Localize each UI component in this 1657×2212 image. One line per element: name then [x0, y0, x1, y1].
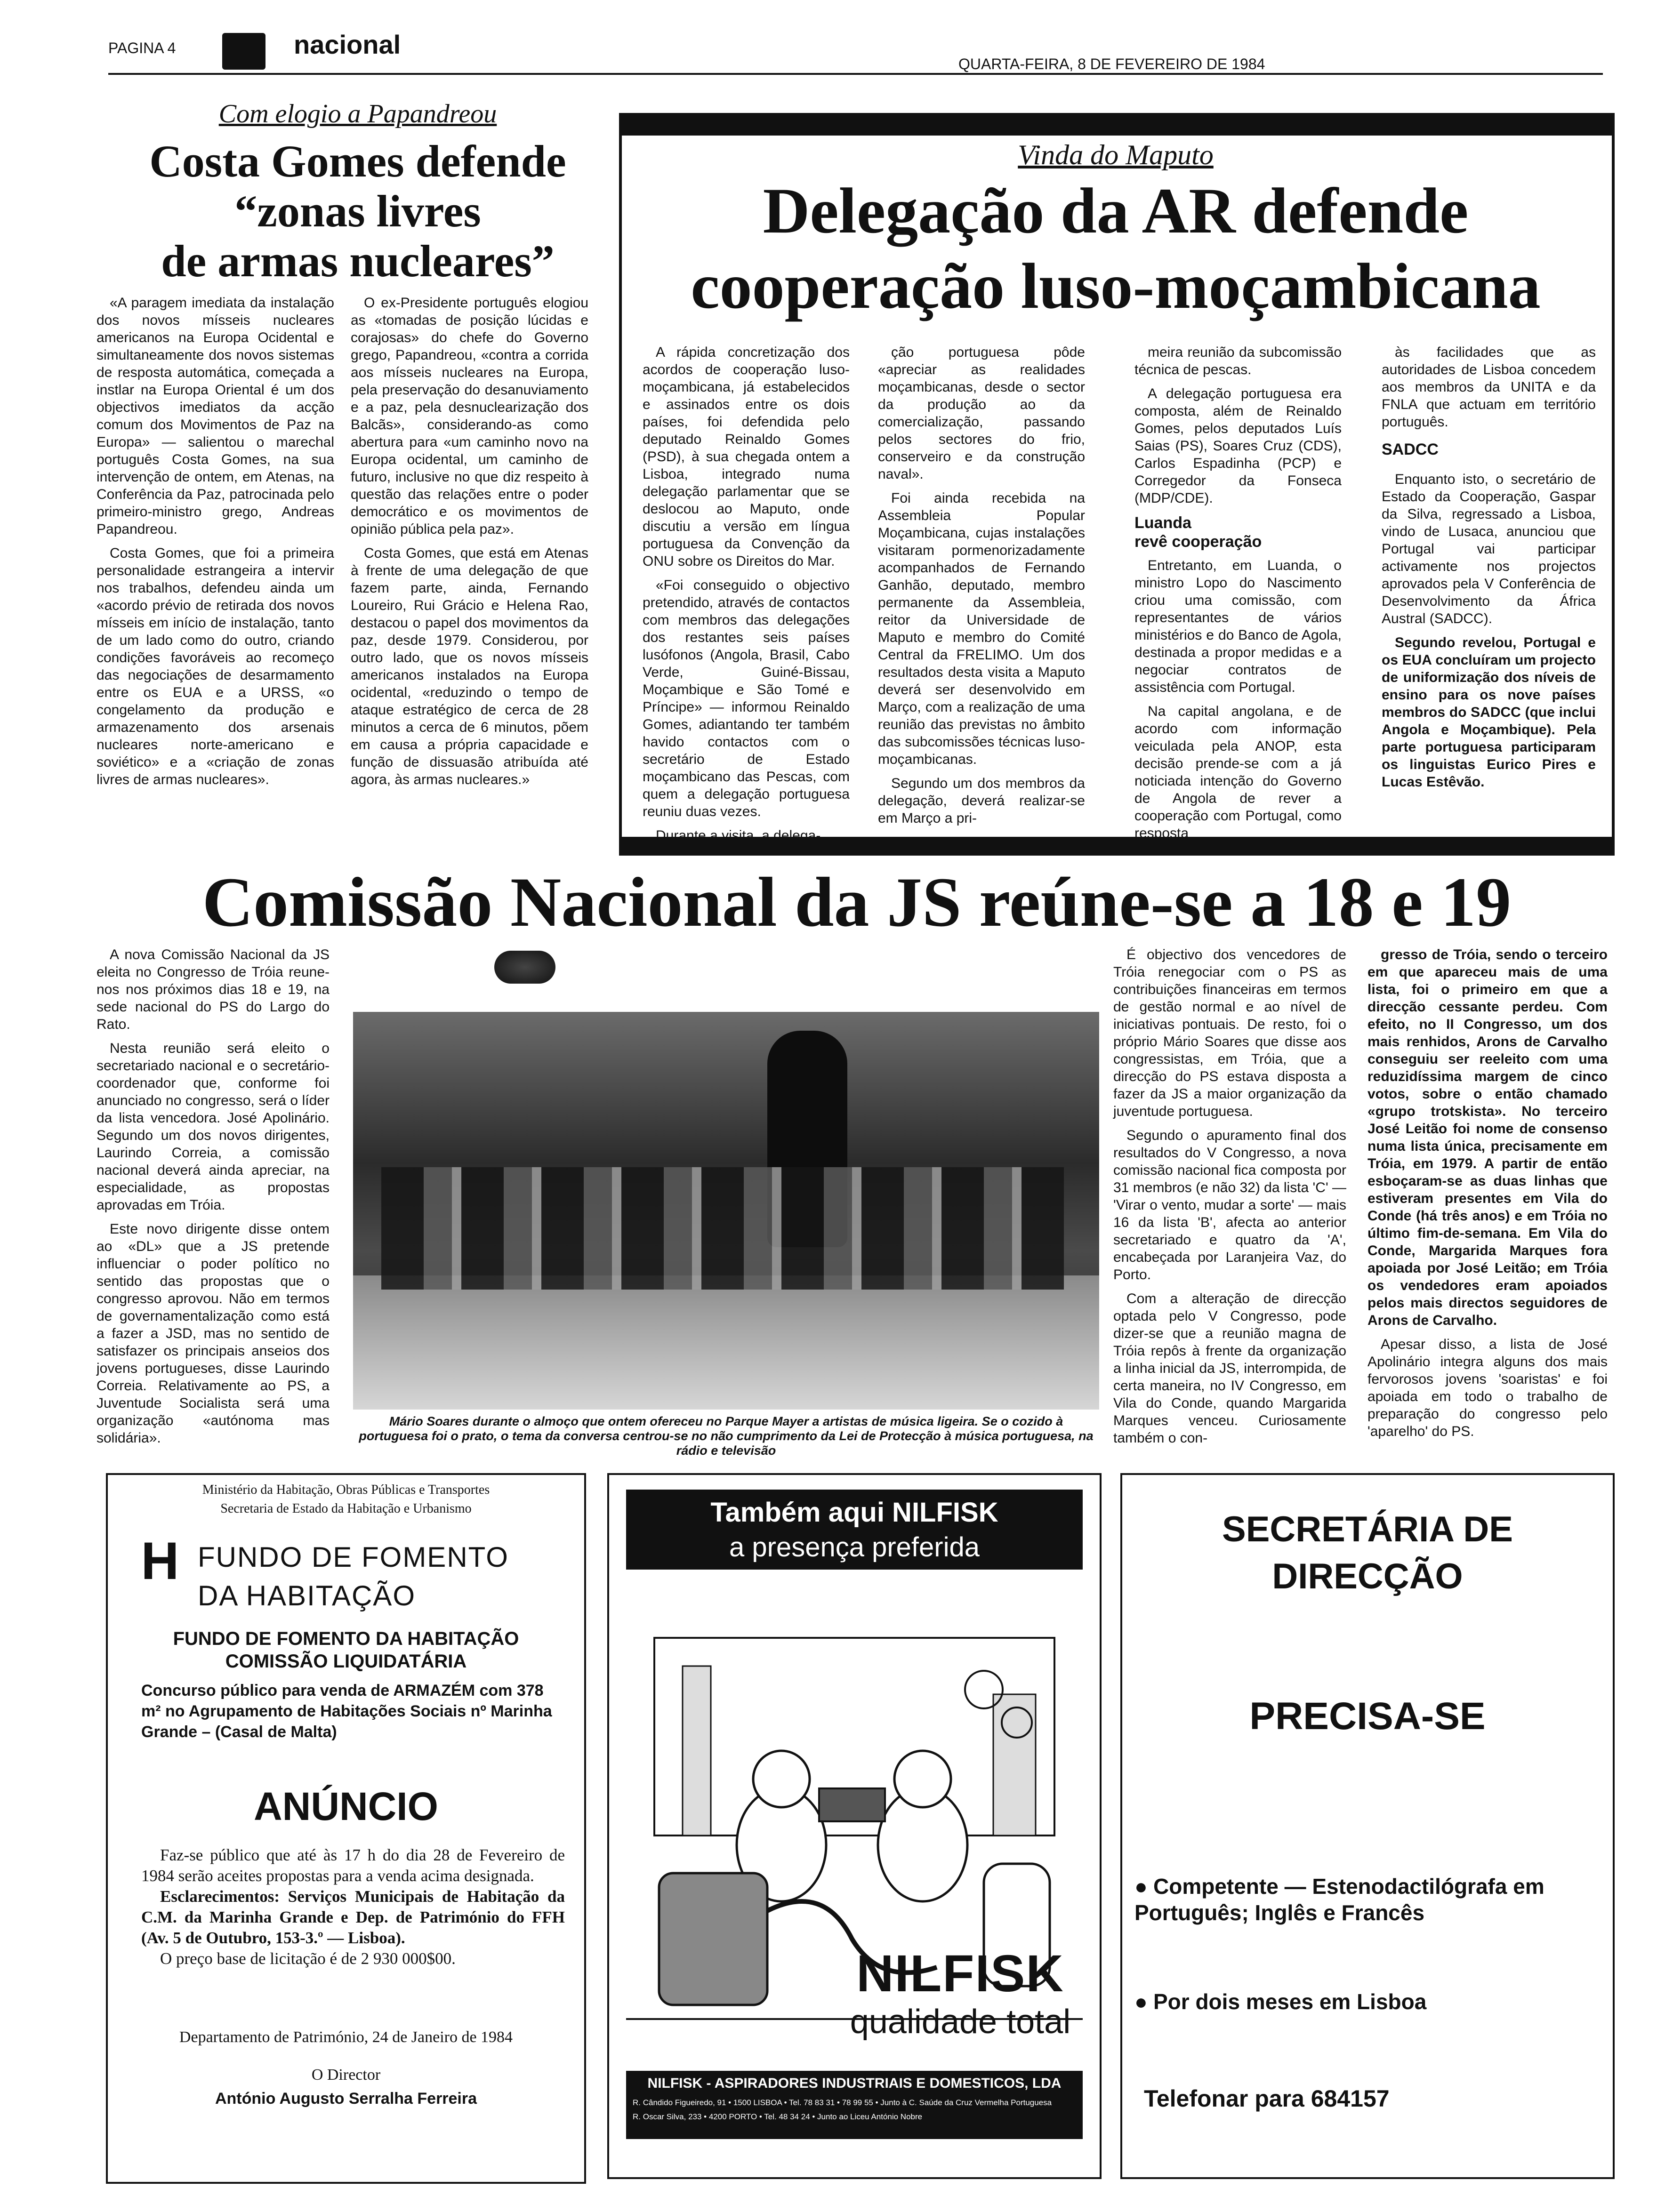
- maputo-paragraph: Segundo um dos membros da delegação, deverá realizar-se em Março a pri-: [878, 776, 1085, 826]
- costa-headline-line-1: Costa Gomes defende: [149, 136, 566, 186]
- nilfisk-tagline: qualidade total: [850, 2003, 1071, 2041]
- costa-column-2: [351, 294, 588, 795]
- masthead-rule: [108, 73, 1603, 75]
- js-column-1: [97, 946, 330, 1453]
- mario-soares-photo: [353, 1012, 1099, 1410]
- js-column-3: [1113, 946, 1346, 1453]
- maputo-paragraph: A rápida concretização dos acordos de cooperação luso-moçambicana, já estabelecidos e assinados entre os dois países, foi defendida pelo deputado Reinaldo Gomes (PSD), à sua chegada ontem a Lisboa, integrado numa delegação parlamentar que se deslocou ao Maputo, onde discutiu a versão em língua portuguesa da Convenção da ONU sobre os Direitos do Mar.: [643, 345, 850, 569]
- dl-logo: [222, 33, 265, 70]
- photo-caption: Mário Soares durante o almoço que ontem ofereceu no Parque Mayer a artistas de música ligeira. Se o cozido à portuguesa foi o prato, o tema da conversa centrou-se no não cumprimento da Lei de Protecção à música portuguesa, na rádio e televisão: [359, 1414, 1094, 1458]
- maputo-paragraph: Segundo revelou, Portugal e os EUA concluíram um projecto de uniformização dos níveis de ensino para os nove países membros do SADCC (que inclui Angola e Moçambique). Pela parte portuguesa participaram os linguistas Eurico Pires e Lucas Estêvão.: [1382, 635, 1596, 790]
- js-paragraph: Nesta reunião será eleito o secretariado nacional e o secretário-coordenador que, conforme foi anunciado no congresso, será o líder da lista vencedora. José Apolinário. Segundo um dos novos dirigentes, Laurindo Correia, a comissão nacional deverá ainda apreciar, na especialidade, as propostas aprovadas em Tróia.: [97, 1041, 330, 1213]
- nilfisk-footer-line-3: R. Oscar Silva, 233 • 4200 PORTO • Tel. 48 34 24 • Junto ao Liceu António Nobre: [633, 2112, 923, 2121]
- nilfisk-banner-line-1: Também aqui NILFISK: [710, 1497, 998, 1528]
- maputo-headline-line-1: Delegação da AR defende: [763, 175, 1469, 247]
- maputo-headline-line-2: cooperação luso-moçambicana: [691, 250, 1541, 322]
- maputo-top-bar: [619, 113, 1615, 136]
- maputo-paragraph: «Foi conseguido o objectivo pretendido, através de contactos com membros das delegações dos restantes seis países lusófonos (Angola, Brasil, Cabo Verde, Guiné-Bissau, Moçambique e São Tomé e Príncipe» — informou Reinaldo Gomes, adiantando ter também havido contactos com o secretário de Estado moçambicano das Pescas, com quem a delegação portuguesa reuniu duas vezes.: [643, 577, 850, 819]
- nilfisk-footer-line-1: NILFISK - ASPIRADORES INDUSTRIAIS E DOMESTICOS, LDA: [647, 2076, 1062, 2091]
- photo-table: [353, 1275, 1099, 1410]
- maputo-kicker: Vinda do Maputo: [1018, 139, 1214, 170]
- luanda-subhead: [1134, 513, 1342, 551]
- bullet-icon: ●: [1134, 1989, 1148, 2014]
- js-paragraph: Este novo dirigente disse ontem ao «DL» que a JS pretende influenciar o poder político no sentido das propostas que o congresso aprovou. Não em termos de governamentalização como está a fazer a JSD, mas no sentido de satisfazer os principais anseios dos jovens portugueses, disse Laurindo Correia. Relativamente ao PS, a Juventude Socialista será uma organização «autónoma mas solidária».: [97, 1221, 330, 1446]
- js-paragraph: É objectivo dos vencedores de Tróia renegociar com o PS as contribuições financeiras em termos de gestão normal e ao nível de iniciativas pontuais. De resto, foi o próprio Mário Soares que disse aos congressistas, em Tróia, que a direcção do PS estava disposta a fazer da JS a maior organização da juventude portuguesa.: [1113, 947, 1346, 1119]
- costa-paragraph: Costa Gomes, que foi a primeira personalidade estrangeira a intervir nos trabalhos, defendeu ainda um «acordo prévio de retirada dos novos mísseis em início de instalação, tanto de um lado como do outro, criando condições favoráveis ao recomeço das negociações de desarmamento entre os EUA e a URSS, «o congelamento da produção e armazenamento dos arsenais nucleares norte-americano e soviético» e a «criação de zonas livres de armas nucleares».: [97, 545, 334, 787]
- fundo-dept: Departamento de Património, 24 de Janeiro de 1984: [179, 2028, 513, 2046]
- photo-light-fixture: [494, 951, 555, 984]
- fundo-director-name: António Augusto Serralha Ferreira: [215, 2090, 477, 2108]
- nilfisk-banner-line-2: a presença preferida: [729, 1532, 980, 1563]
- nilfisk-footer-line-2: R. Cândido Figueiredo, 91 • 1500 LISBOA • Tel. 78 83 31 • 78 99 55 • Junto à C. Saúde da Cruz Vermelha Portuguesa: [633, 2098, 1052, 2107]
- js-column-4: [1367, 946, 1608, 1447]
- maputo-paragraph: Na capital angolana, e de acordo com informação veiculada pela ANOP, esta decisão prende-se com a já noticiada intenção do Governo de Angola de rever a cooperação com Portugal, como resposta: [1134, 704, 1342, 841]
- maputo-paragraph: Durante a visita, a delega-: [656, 828, 821, 843]
- luanda-subhead-line-2: revê cooperação: [1134, 533, 1262, 551]
- maputo-headline: [621, 173, 1610, 324]
- bullet-icon: ●: [1134, 1874, 1148, 1899]
- nilfisk-banner: [626, 1490, 1083, 1570]
- fundo-entity: [113, 1627, 579, 1673]
- fundo-paragraph: Esclarecimentos: Serviços Municipais de Habitação da C.M. da Marinha Grande e Dep. de Património do FFH (Av. 5 de Outubro, 153-3.º — Lisboa).: [141, 1887, 565, 1947]
- ffh-logo-line-1: FUNDO DE FOMENTO: [198, 1541, 509, 1573]
- js-paragraph: Com a alteração de direcção optada pelo V Congresso, pode dizer-se que a reunião magna de Tróia repôs à frente da organização a linha inicial da JS, interrompida, de certa maneira, no IV Congresso, em Vila do Conde, quando Margarida Marques venceu. Curiosamente também o con-: [1113, 1291, 1346, 1446]
- maputo-paragraph: Entretanto, em Luanda, o ministro Lopo do Nascimento criou uma comissão, com representantes de vários ministérios e do Banco de Agola, destinada a propor medidas e a negociar contratos de assistência com Portugal.: [1134, 558, 1342, 695]
- nilfisk-footer: [626, 2071, 1083, 2139]
- photo-diners: [381, 1167, 1064, 1290]
- fundo-body: [141, 1845, 565, 1969]
- costa-headline-line-2: “zonas livres: [234, 186, 481, 236]
- page-label: PAGINA 4: [108, 40, 176, 56]
- nilfisk-brand: NILFISK: [856, 1945, 1064, 2003]
- secretaria-title-line-1: SECRETÁRIA DE: [1222, 1509, 1513, 1549]
- maputo-column-2: [878, 344, 1085, 834]
- maputo-column-3: [1134, 344, 1342, 849]
- js-paragraph: A nova Comissão Nacional da JS eleita no Congresso de Tróia reune-nos nos próximos dias 18 e 19, na sede nacional do PS do Largo do Rato.: [97, 947, 330, 1032]
- fundo-title: ANÚNCIO: [254, 1784, 438, 1828]
- maputo-column-1: [643, 344, 850, 851]
- secretaria-need: PRECISA-SE: [1249, 1695, 1486, 1738]
- sadcc-subhead: SADCC: [1382, 441, 1439, 458]
- fundo-secretariat: Secretaria de Estado da Habitação e Urbanismo: [220, 1501, 472, 1516]
- secretaria-bullet-text: Por dois meses em Lisboa: [1153, 1989, 1427, 2014]
- maputo-paragraph: ção portuguesa pôde «apreciar as realidades moçambicanas, desde o sector da produção ao da comercialização, passando pelos sectores do frio, conserveiro e da construção naval».: [878, 345, 1085, 482]
- ffh-logo-icon: H: [141, 1531, 179, 1590]
- costa-headline-line-3: de armas nucleares”: [161, 236, 555, 286]
- maputo-paragraph: meira reunião da subcomissão técnica de pescas.: [1134, 345, 1342, 377]
- secretaria-title-line-2: DIRECÇÃO: [1272, 1556, 1463, 1596]
- secretaria-bullet-2: [1134, 1988, 1591, 2015]
- maputo-paragraph: Enquanto isto, o secretário de Estado da Cooperação, Gaspar da Silva, regressado a Lisboa, vindo de Lusaca, anunciou que Portugal vai participar activamente nos projectos aprovados pela V Conferência de Desenvolvimento da África Austral (SADCC).: [1382, 472, 1596, 626]
- fundo-paragraph: Faz-se público que até às 17 h do dia 28 de Fevereiro de 1984 serão aceites propostas para a venda acima designada.: [141, 1846, 565, 1885]
- fundo-ministry: Ministério da Habitação, Obras Públicas e Transportes: [202, 1483, 490, 1497]
- ffh-logo-line-2: DA HABITAÇÃO: [198, 1580, 416, 1611]
- js-paragraph: gresso de Tróia, sendo o terceiro em que apareceu mais de uma lista, foi o primeiro em que a direcção cessante perdeu. Com efeito, no II Congresso, um dos mais renhidos, Arons de Carvalho conseguiu ser reeleito com uma reduzidíssima margem de cinco votos, sobre o então chamado «grupo trotskista». No terceiro José Leitão foi nome de consenso numa lista única, precisamente em Tróia, em 1979. A partir de então esboçaram-se as duas linhas que estiveram presentes em Vila do Conde (há três anos) e em Tróia no último fim-de-semana. Em Vila do Conde, Margarida Marques fora apoiada por José Leitão; em Tróia os vendedores eram apoiados pelos mais directos seguidores de Arons de Carvalho.: [1367, 947, 1608, 1328]
- maputo-paragraph: Foi ainda recebida na Assembleia Popular Moçambicana, cujas instalações visitaram pormenorizadamente acompanhados de Fernando Ganhão, deputado, membro permanente da Assembleia, reitor da Universidade de Maputo e membro do Comité Central da FRELIMO. Um dos resultados desta visita a Maputo deverá ser desenvolvido em Março, com a realização de uma reunião das previstas no âmbito das subcomissões técnicas luso-moçambicanas.: [878, 490, 1085, 767]
- js-headline: Comissão Nacional da JS reúne-se a 18 e 19: [202, 863, 1512, 941]
- costa-headline: [99, 136, 617, 286]
- maputo-paragraph: A delegação portuguesa era composta, além de Reinaldo Gomes, pelos deputados Luís Saias (PS), Soares Cruz (CDS), Carlos Espadinha (PCP) e Corregedor da Fonseca (MDP/CDE).: [1134, 386, 1342, 506]
- costa-paragraph: O ex-Presidente português elogiou as «tomadas de posição lúcidas e corajosas» do chefe do Governo grego, Papandreou, «contra a corrida aos mísseis nucleares na Europa, pela preservação do desanuviamento e a paz, pela desnuclearização dos Balcãs», considerando-as como abertura para «um caminho novo na Europa ocidental, um caminho de futuro, inclusive no que diz respeito à questão das relações entre o poder democrático e os movimentos de opinião pública pela paz».: [351, 295, 588, 537]
- costa-paragraph: Costa Gomes, que está em Atenas à frente de uma delegação de que fazem parte, ainda, Fernando Loureiro, Rui Grácio e Helena Rao, destacou o papel dos movimentos da paz, desde 1979. Considerou, por outro lado, que os novos mísseis americanos instalados na Europa ocidental, «reduzindo o tempo de ataque estratégico de cerca de 28 minutos a cerca de 6 minutos, põem em causa a própria capacidade e função de dissuasão atribuída até agora, às armas nucleares.»: [351, 545, 588, 787]
- costa-paragraph: «A paragem imediata da instalação dos novos mísseis nucleares americanos na Europa Ocidental e simultaneamente dos novos sistemas de resposta automática, começada a instlar na Europa Oriental é um dos objectivos imediatos da acção comum dos Movimentos de Paz na Europa» — salientou o marechal português Costa Gomes, na sua intervenção de ontem, em Atenas, na Conferência da Paz, patrocinada pelo primeiro-ministro grego, Andreas Papandreou.: [97, 295, 334, 537]
- fundo-entity-line-2: COMISSÃO LIQUIDATÁRIA: [225, 1651, 467, 1672]
- ffh-logo-text: [198, 1538, 527, 1615]
- fundo-entity-line-1: FUNDO DE FOMENTO DA HABITAÇÃO: [173, 1628, 519, 1649]
- fundo-paragraph: O preço base de licitação é de 2 930 000$00.: [160, 1949, 456, 1968]
- secretaria-bullet-1: [1134, 1873, 1591, 1926]
- luanda-subhead-line-1: Luanda: [1134, 514, 1191, 532]
- costa-kicker: Com elogio a Papandreou: [218, 99, 497, 128]
- maputo-paragraph: às facilidades que as autoridades de Lisboa concedem aos membros da UNITA e da FNLA que actuam em território português.: [1382, 345, 1596, 430]
- js-paragraph: Apesar disso, a lista de José Apolinário integra alguns dos mais fervorosos jovens 'soaristas' e foi apoiada em todo o trabalho de preparação do congresso pelo 'aparelho' do PS.: [1367, 1337, 1608, 1439]
- secretaria-title: [1130, 1506, 1605, 1600]
- fundo-director-title: O Director: [311, 2066, 381, 2084]
- issue-date: QUARTA-FEIRA, 8 DE FEVEREIRO DE 1984: [958, 56, 1265, 72]
- maputo-column-4: [1382, 344, 1596, 797]
- js-paragraph: Segundo o apuramento final dos resultados do V Congresso, a nova comissão nacional fica composta por 31 membros (e não 32) da lista 'C' — 'Virar o vento, mudar a sorte' — mais 16 da lista 'B', afecta ao anterior secretariado e quatro da 'A', encabeçada por Laranjeira Vaz, do Porto.: [1113, 1128, 1346, 1282]
- costa-column-1: [97, 294, 334, 795]
- secretaria-contact: Telefonar para 684157: [1144, 2085, 1390, 2112]
- fundo-contest: Concurso público para venda de ARMAZÉM com 378 m² no Agrupamento de Habitações Sociais nº Marinha Grande – (Casal de Malta): [141, 1682, 552, 1741]
- section-name: nacional: [294, 30, 401, 59]
- secretaria-bullet-text: Competente — Estenodactilógrafa em Português; Inglês e Francês: [1134, 1874, 1544, 1925]
